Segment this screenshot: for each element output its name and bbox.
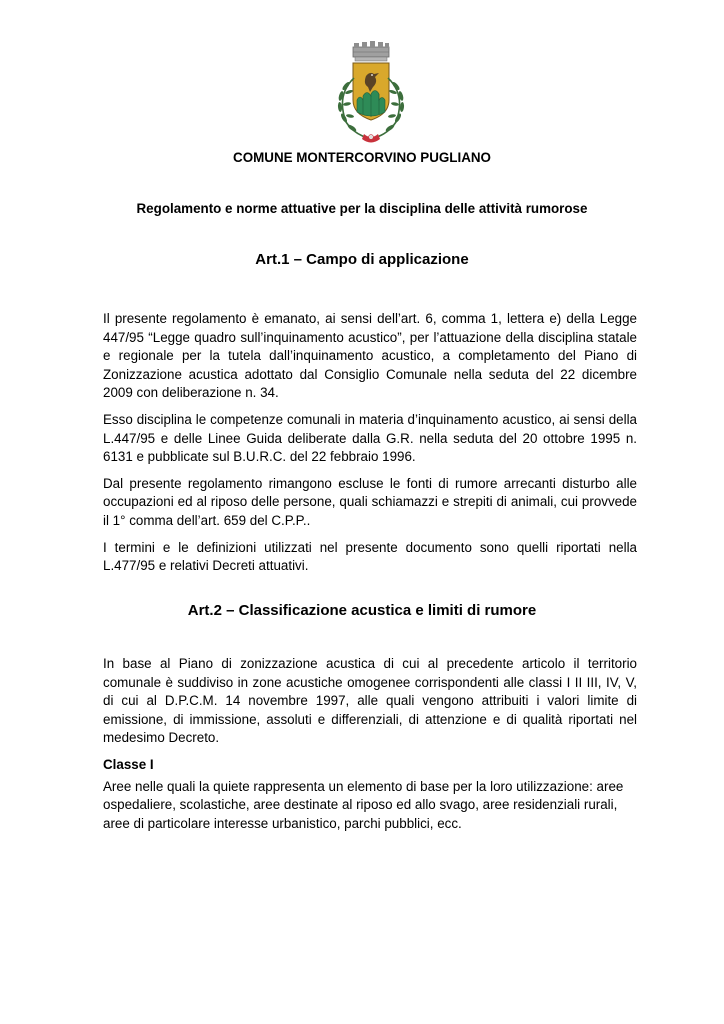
- class-1-description: Aree nelle quali la quiete rappresenta un elemento di base per la loro utilizzazione: aree ospedaliere, scolastiche, aree destinate al riposo ed allo svago, aree residenziali rurali, aree di particolare interesse urbanistico, parchi pubblici, ecc.: [103, 778, 624, 831]
- article-1-paragraph: Dal presente regolamento rimangono escluse le fonti di rumore arrecanti disturbo alle occupazioni ed al riposo delle persone, quali schiamazzi e strepiti di animali, cui provvede il 1° comma dell’art. 659 del C.P.P..: [103, 475, 637, 528]
- article-2-body: [103, 655, 637, 841]
- article-1-body: [103, 310, 637, 584]
- article-2-heading: Art.2 – Classificazione acustica e limiti di rumore: [187, 602, 537, 619]
- municipality-name: COMUNE MONTERCORVINO PUGLIANO: [233, 150, 491, 165]
- municipal-coat-of-arms-icon: [326, 40, 416, 148]
- crown-icon: [353, 41, 389, 61]
- article-1-heading: Art.1 – Campo di applicazione: [255, 251, 469, 268]
- article-1-paragraph: I termini e le definizioni utilizzati nel presente documento sono quelli riportati nella L.477/95 e relativi Decreti attuativi.: [103, 539, 637, 574]
- article-1-paragraph: Il presente regolamento è emanato, ai sensi dell’art. 6, comma 1, lettera e) della Legge 447/95 “Legge quadro sull’inquinamento acustico”, per l’attuazione della disciplina statale e regionale per la tutela dall’inquinamento acustico, a completamento del Piano di Zonizzazione acustica adottato dal Consiglio Comunale nella seduta del 22 dicembre 2009 con deliberazione n. 34.: [103, 311, 637, 401]
- document-title: Regolamento e norme attuative per la disciplina delle attività rumorose: [136, 201, 588, 216]
- article-1-paragraph: Esso disciplina le competenze comunali in materia d’inquinamento acustico, ai sensi della L.447/95 e delle Linee Guida deliberate dalla G.R. nella seduta del 20 ottobre 1995 n. 6131 e pubblicate sul B.U.R.C. del 22 febbraio 1996.: [103, 411, 637, 465]
- class-1-title: Classe I: [103, 756, 154, 772]
- article-2-intro: In base al Piano di zonizzazione acustica di cui al precedente articolo il territorio comunale è suddiviso in zone acustiche omogenee corrispondenti alle classi I II III, IV, V, di cui al D.P.C.M. 14 novembre 1997, alle quali vengono attribuiti i valori limite di emissione, di immissione, assoluti e differenziali, di attenzione e di qualità riportati nel medesimo Decreto.: [103, 656, 637, 746]
